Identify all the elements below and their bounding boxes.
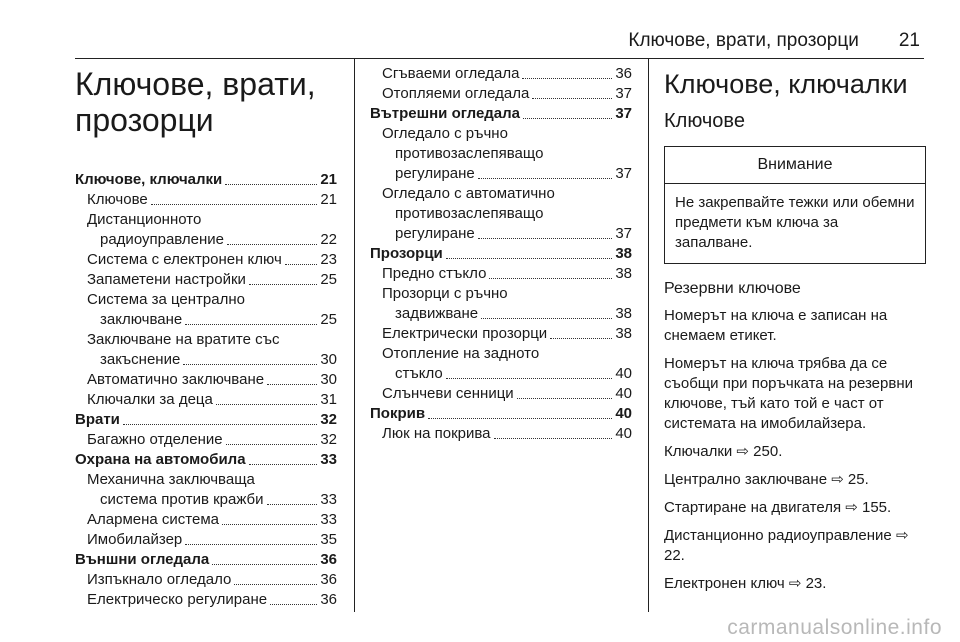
toc-entry-page: 37 — [615, 165, 632, 182]
toc-column-1 — [75, 58, 337, 610]
toc-entry[interactable] — [75, 470, 337, 490]
toc-entry[interactable] — [75, 510, 337, 530]
toc-entry-label: Ключове, ключалки — [75, 171, 223, 188]
toc-entry-page: 30 — [320, 371, 337, 388]
toc-entry-label: Врати — [75, 411, 120, 428]
dot-leader — [216, 404, 317, 405]
dot-leader — [517, 398, 613, 399]
running-header — [628, 30, 920, 52]
toc-entry-label: Дистанционното — [87, 211, 202, 228]
dot-leader — [267, 384, 317, 385]
toc-entry[interactable] — [75, 190, 337, 210]
toc-entry[interactable] — [75, 430, 337, 450]
dot-leader — [212, 564, 317, 565]
toc-entry-label: Отопляеми огледала — [382, 85, 530, 102]
toc-entry-label: Изпъкнало огледало — [87, 571, 232, 588]
dot-leader — [550, 338, 612, 339]
toc-entry[interactable] — [370, 404, 632, 424]
paragraph: Ключалки ⇨ 250. — [664, 443, 783, 460]
toc-entry-label: Отопление на задното — [382, 345, 540, 362]
toc-entry[interactable] — [370, 84, 632, 104]
toc-entry-page: 38 — [615, 325, 632, 342]
toc-entry[interactable] — [75, 390, 337, 410]
toc-entry-label: система против кражби — [100, 491, 264, 508]
toc-entry[interactable] — [75, 170, 337, 190]
dot-leader — [222, 524, 317, 525]
caution-text: Не закрепвайте тежки или обемни предмети към ключа за запалване. — [675, 194, 915, 251]
toc-entry[interactable] — [370, 384, 632, 404]
paragraph: Номерът на ключа трябва да се съобщи при поръчката на резервни ключове, тъй като той е част от системата на имобилайзера. — [664, 355, 913, 432]
dot-leader — [481, 318, 612, 319]
toc-column-2 — [370, 58, 632, 444]
dot-leader — [532, 98, 612, 99]
toc-entry-label: Автоматично заключване — [87, 371, 265, 388]
toc-entry[interactable] — [370, 364, 632, 384]
toc-entry-page: 40 — [615, 425, 632, 442]
paragraph: Централно заключване ⇨ 25. — [664, 471, 869, 488]
toc-entry-page: 38 — [615, 245, 632, 262]
toc-entry[interactable] — [370, 424, 632, 444]
column-divider-2 — [648, 58, 649, 612]
dot-leader — [478, 178, 613, 179]
toc-entry-page: 22 — [320, 231, 337, 248]
toc-entry-label: Слънчеви сенници — [382, 385, 514, 402]
dot-leader — [494, 438, 613, 439]
toc-entry-page: 32 — [320, 411, 337, 428]
toc-entry-label: Прозорци с ръчно — [382, 285, 508, 302]
toc-entry-label: Система за централно — [87, 291, 245, 308]
toc-entry[interactable] — [75, 490, 337, 510]
toc-entry-page: 21 — [320, 171, 337, 188]
toc-entry-page: 35 — [320, 531, 337, 548]
table-of-contents-continued — [370, 64, 632, 444]
toc-entry-label: Заключване на вратите със — [87, 331, 280, 348]
toc-entry[interactable] — [75, 250, 337, 270]
toc-entry-label: противозаслепяващо — [395, 145, 544, 162]
paragraph: Дистанционно радиоуправление ⇨ 22. — [664, 527, 909, 564]
toc-entry-page: 32 — [320, 431, 337, 448]
dot-leader — [225, 184, 317, 185]
toc-entry-label: противозаслепяващо — [395, 205, 544, 222]
toc-entry-label: Охрана на автомобила — [75, 451, 246, 468]
dot-leader — [428, 418, 612, 419]
toc-entry-page: 33 — [320, 511, 337, 528]
toc-entry-page: 40 — [615, 385, 632, 402]
toc-entry-label: радиоуправление — [100, 231, 225, 248]
watermark: carmanualsonline.info — [727, 616, 942, 639]
toc-entry-label: Люк на покрива — [382, 425, 491, 442]
toc-entry-label: Електрическо регулиране — [87, 591, 268, 608]
dot-leader — [227, 244, 317, 245]
dot-leader — [446, 258, 613, 259]
toc-entry[interactable] — [370, 224, 632, 244]
caution-title: Внимание — [665, 147, 925, 184]
toc-entry-page: 33 — [320, 451, 337, 468]
toc-entry-page: 37 — [615, 105, 632, 122]
toc-entry-label: заключване — [100, 311, 183, 328]
spare-keys-heading: Резервни ключове — [664, 280, 801, 297]
dot-leader — [523, 118, 612, 119]
toc-entry-label: закъснение — [100, 351, 181, 368]
toc-entry-label: Сгъваеми огледала — [382, 65, 520, 82]
toc-entry[interactable] — [370, 344, 632, 364]
toc-entry[interactable] — [75, 330, 337, 350]
toc-entry[interactable] — [370, 324, 632, 344]
toc-entry-label: Външни огледала — [75, 551, 210, 568]
dot-leader — [151, 204, 318, 205]
paragraph: Номерът на ключа е записан на снемаем етикет. — [664, 307, 888, 344]
toc-entry-page: 37 — [615, 225, 632, 242]
toc-entry-label: Система с електронен ключ — [87, 251, 282, 268]
toc-entry-label: стъкло — [395, 365, 443, 382]
section-heading: Ключове, ключалки — [664, 69, 908, 99]
toc-entry-page: 31 — [320, 391, 337, 408]
dot-leader — [285, 264, 318, 265]
toc-entry-label: Огледало с автоматично — [382, 185, 555, 202]
toc-entry[interactable] — [370, 304, 632, 324]
toc-entry[interactable] — [75, 450, 337, 470]
toc-entry-page: 36 — [320, 551, 337, 568]
toc-entry-label: Ключалки за деца — [87, 391, 213, 408]
toc-entry-label: Вътрешни огледала — [370, 105, 521, 122]
toc-entry-page: 38 — [615, 265, 632, 282]
dot-leader — [522, 78, 612, 79]
toc-entry-label: Механична заключваща — [87, 471, 255, 488]
toc-entry-label: Прозорци — [370, 245, 443, 262]
table-of-contents — [75, 170, 337, 610]
paragraph: Стартиране на двигателя ⇨ 155. — [664, 499, 892, 516]
toc-entry[interactable] — [75, 410, 337, 430]
toc-entry[interactable] — [75, 370, 337, 390]
page-number: 21 — [898, 30, 920, 51]
toc-entry[interactable] — [75, 570, 337, 590]
dot-leader — [185, 324, 317, 325]
subsection-heading: Ключове — [664, 110, 745, 132]
toc-entry[interactable] — [370, 104, 632, 124]
dot-leader — [478, 238, 613, 239]
toc-entry-page: 38 — [615, 305, 632, 322]
toc-entry-label: Алармена система — [87, 511, 219, 528]
toc-entry[interactable] — [370, 64, 632, 84]
toc-entry[interactable] — [75, 590, 337, 610]
toc-entry-label: Покрив — [370, 405, 426, 422]
toc-entry-page: 33 — [320, 491, 337, 508]
toc-entry[interactable] — [370, 264, 632, 284]
toc-entry-label: Имобилайзер — [87, 531, 183, 548]
toc-entry[interactable] — [370, 184, 632, 204]
toc-entry[interactable] — [75, 210, 337, 230]
toc-entry-page: 21 — [320, 191, 337, 208]
dot-leader — [270, 604, 317, 605]
toc-entry-label: Ключове — [87, 191, 148, 208]
dot-leader — [267, 504, 318, 505]
toc-entry[interactable] — [370, 204, 632, 224]
toc-entry-label: Огледало с ръчно — [382, 125, 508, 142]
dot-leader — [249, 464, 318, 465]
toc-entry[interactable] — [75, 530, 337, 550]
toc-entry[interactable] — [370, 124, 632, 144]
toc-entry-page: 40 — [615, 365, 632, 382]
toc-entry-page: 40 — [615, 405, 632, 422]
dot-leader — [183, 364, 317, 365]
toc-entry-label: Предно стъкло — [382, 265, 487, 282]
toc-entry-page: 25 — [320, 311, 337, 328]
toc-entry-label: регулиране — [395, 225, 475, 242]
paragraph: Електронен ключ ⇨ 23. — [664, 575, 827, 592]
chapter-title: Ключове, врати, прозорци — [75, 66, 316, 138]
toc-entry[interactable] — [370, 164, 632, 184]
toc-entry-page: 30 — [320, 351, 337, 368]
dot-leader — [234, 584, 317, 585]
toc-entry-page: 37 — [615, 85, 632, 102]
dot-leader — [226, 444, 318, 445]
toc-entry-label: Багажно отделение — [87, 431, 223, 448]
column-divider-1 — [354, 58, 355, 612]
toc-entry[interactable] — [75, 350, 337, 370]
toc-entry[interactable] — [370, 144, 632, 164]
dot-leader — [123, 424, 317, 425]
dot-leader — [249, 284, 317, 285]
dot-leader — [185, 544, 317, 545]
toc-entry-page: 36 — [320, 591, 337, 608]
toc-entry[interactable] — [370, 244, 632, 264]
dot-leader — [446, 378, 613, 379]
dot-leader — [489, 278, 612, 279]
toc-entry-page: 23 — [320, 251, 337, 268]
toc-entry-page: 36 — [615, 65, 632, 82]
toc-entry-label: задвижване — [395, 305, 479, 322]
toc-entry[interactable] — [75, 230, 337, 250]
toc-entry-label: Запаметени настройки — [87, 271, 246, 288]
toc-entry-page: 36 — [320, 571, 337, 588]
content-column — [664, 58, 926, 602]
toc-entry[interactable] — [75, 550, 337, 570]
running-header-title: Ключове, врати, прозорци — [628, 30, 859, 51]
toc-entry[interactable] — [370, 284, 632, 304]
caution-box — [664, 146, 926, 264]
toc-entry[interactable] — [75, 270, 337, 290]
toc-entry-label: регулиране — [395, 165, 475, 182]
toc-entry[interactable] — [75, 290, 337, 310]
toc-entry-label: Електрически прозорци — [382, 325, 548, 342]
body-text — [664, 306, 926, 594]
toc-entry-page: 25 — [320, 271, 337, 288]
toc-entry[interactable] — [75, 310, 337, 330]
